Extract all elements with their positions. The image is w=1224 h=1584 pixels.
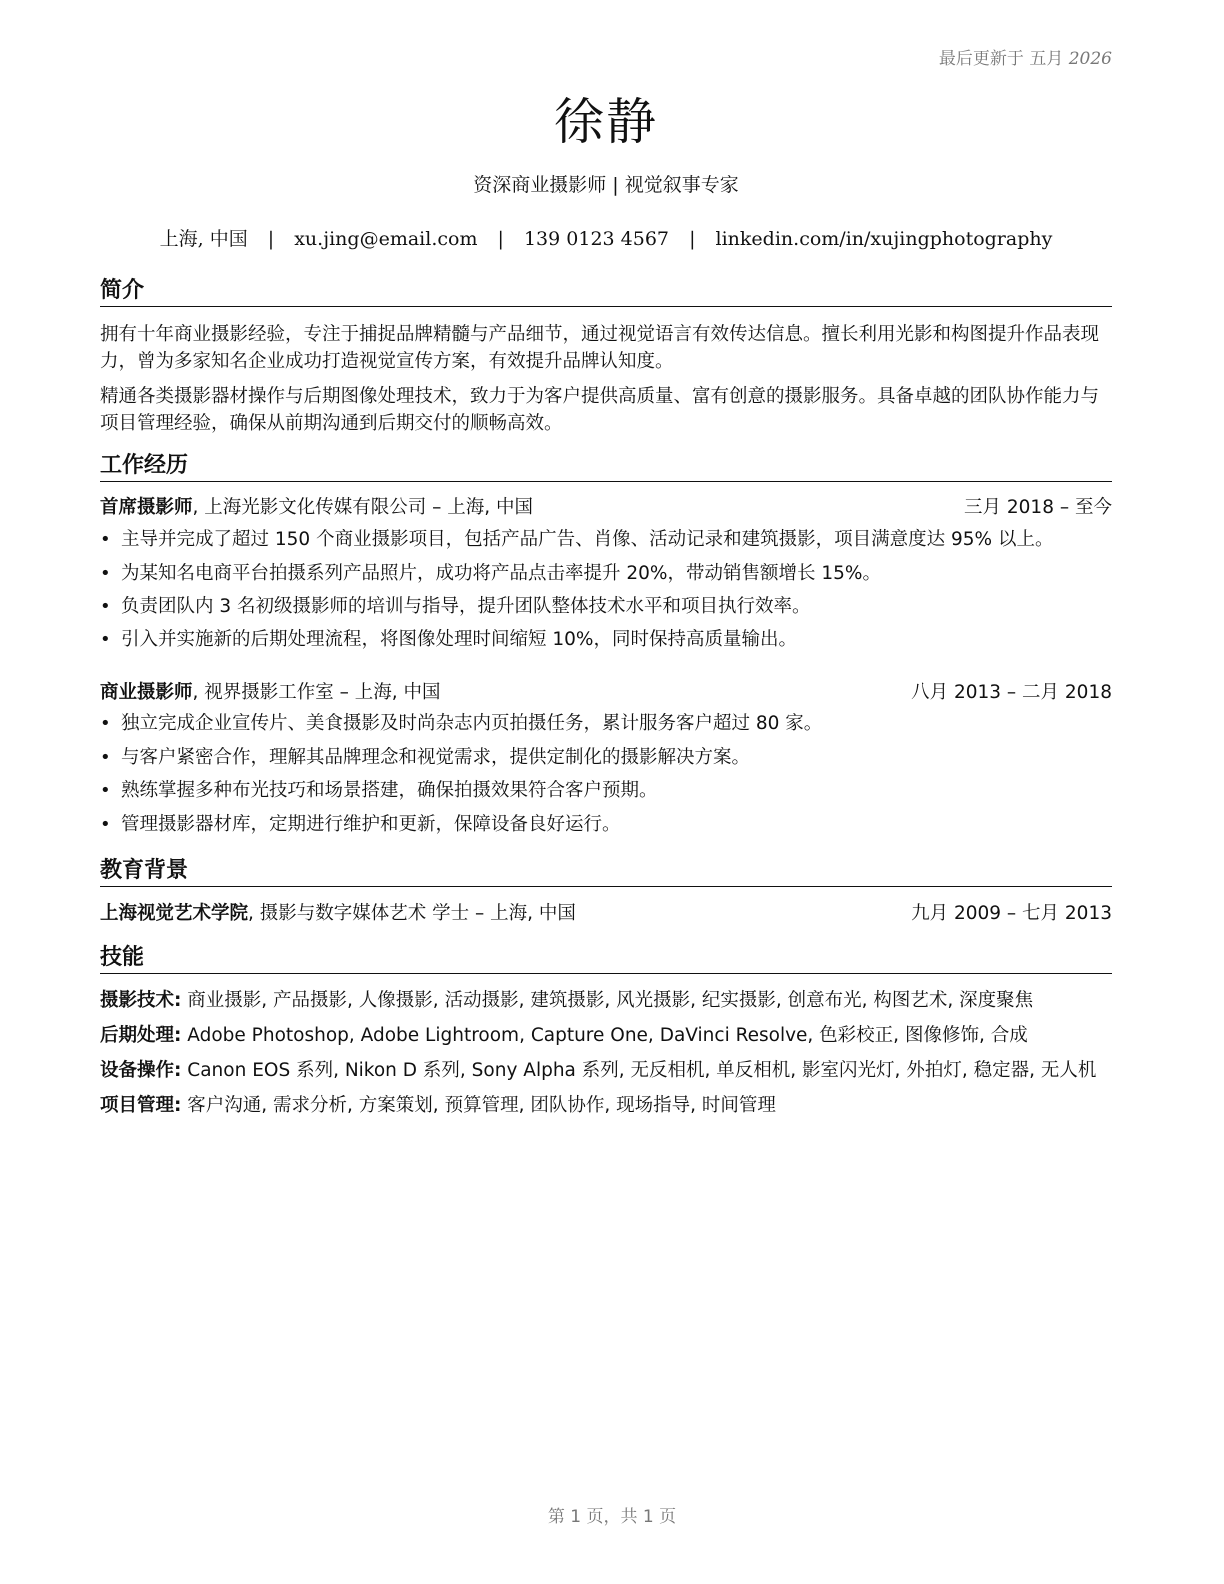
section-title-skills: 技能: [100, 944, 1112, 974]
summary-paragraph: 精通各类摄影器材操作与后期图像处理技术，致力于为客户提供高质量、富有创意的摄影服务。具备卓越的团队协作能力与项目管理经验，确保从前期沟通到后期交付的顺畅高效。: [100, 386, 1100, 434]
section-title-education: 教育背景: [100, 857, 1112, 887]
job-dates: 八月 2013 – 二月 2018: [911, 682, 1112, 703]
skill-value: 商业摄影, 产品摄影, 人像摄影, 活动摄影, 建筑摄影, 风光摄影, 纪实摄影, 创意布光, 构图艺术, 深度聚焦: [181, 990, 1034, 1011]
job-org: , 视界摄影工作室 – 上海, 中国: [192, 682, 441, 703]
list-item: • 为某知名电商平台拍摄系列产品照片，成功将产品点击率提升 20%，带动销售额增长 15%。: [100, 563, 882, 584]
section-title-summary: 简介: [100, 277, 1112, 307]
education-school: 上海视觉艺术学院: [100, 903, 249, 924]
contact-location: 上海, 中国: [159, 228, 248, 250]
list-item: • 独立完成企业宣传片、美食摄影及时尚杂志内页拍摄任务，累计服务客户超过 80 家。: [100, 713, 823, 734]
job-dates: 三月 2018 – 至今: [964, 497, 1112, 518]
list-item: • 管理摄影器材库，定期进行维护和更新，保障设备良好运行。: [100, 814, 621, 835]
job-header: [100, 495, 1112, 521]
list-item: • 主导并完成了超过 150 个商业摄影项目，包括产品广告、肖像、活动记录和建筑摄影，项目满意度达 95% 以上。: [100, 529, 1054, 550]
last-updated-year: 2026: [1068, 49, 1112, 69]
skill-label: 后期处理:: [100, 1025, 182, 1046]
skill-label: 设备操作:: [100, 1060, 182, 1081]
skill-row: [100, 988, 1112, 1014]
list-item: • 负责团队内 3 名初级摄影师的培训与指导，提升团队整体技术水平和项目执行效率。: [100, 596, 811, 617]
summary-paragraph: 拥有十年商业摄影经验，专注于捕捉品牌精髓与产品细节，通过视觉语言有效传达信息。擅长利用光影和构图提升作品表现力，曾为多家知名企业成功打造视觉宣传方案，有效提升品牌认知度。: [100, 324, 1100, 372]
section-title-experience: 工作经历: [100, 452, 1112, 482]
job-role: 商业摄影师: [100, 682, 193, 703]
contact-separator: |: [267, 228, 275, 250]
job-org: , 上海光影文化传媒有限公司 – 上海, 中国: [192, 497, 534, 518]
last-updated: [939, 44, 1112, 69]
contact-line: [100, 224, 1112, 251]
last-updated-month: 最后更新于 五月: [938, 49, 1064, 69]
skill-row: [100, 1023, 1112, 1049]
candidate-name: 徐静: [554, 93, 658, 151]
education-row: [100, 901, 1112, 927]
contact-email[interactable]: xu.jing@email.com: [294, 228, 478, 250]
list-item: • 熟练掌握多种布光技巧和场景搭建，确保拍摄效果符合客户预期。: [100, 780, 658, 801]
page-number: 第 1 页，共 1 页: [547, 1507, 677, 1527]
skill-label: 摄影技术:: [100, 990, 182, 1011]
candidate-subtitle: 资深商业摄影师 | 视觉叙事专家: [473, 174, 739, 196]
education-detail: , 摄影与数字媒体艺术 学士 – 上海, 中国: [248, 903, 576, 924]
skill-row: [100, 1058, 1112, 1084]
skill-label: 项目管理:: [100, 1095, 182, 1116]
list-item: • 与客户紧密合作，理解其品牌理念和视觉需求，提供定制化的摄影解决方案。: [100, 747, 751, 768]
skill-value: 客户沟通, 需求分析, 方案策划, 预算管理, 团队协作, 现场指导, 时间管理: [181, 1095, 776, 1116]
list-item: • 引入并实施新的后期处理流程，将图像处理时间缩短 10%，同时保持高质量输出。: [100, 629, 798, 650]
contact-phone: 139 0123 4567: [523, 228, 670, 250]
job-header: [100, 680, 1112, 706]
skill-value: Canon EOS 系列, Nikon D 系列, Sony Alpha 系列, 无反相机, 单反相机, 影室闪光灯, 外拍灯, 稳定器, 无人机: [181, 1060, 1097, 1081]
education-dates: 九月 2009 – 七月 2013: [911, 903, 1112, 924]
skill-row: [100, 1093, 1112, 1119]
skill-value: Adobe Photoshop, Adobe Lightroom, Capture One, DaVinci Resolve, 色彩校正, 图像修饰, 合成: [181, 1025, 1028, 1046]
job-role: 首席摄影师: [100, 497, 193, 518]
contact-linkedin[interactable]: linkedin.com/in/xujingphotography: [715, 228, 1053, 250]
contact-separator: |: [689, 228, 696, 250]
contact-separator: |: [497, 228, 504, 250]
